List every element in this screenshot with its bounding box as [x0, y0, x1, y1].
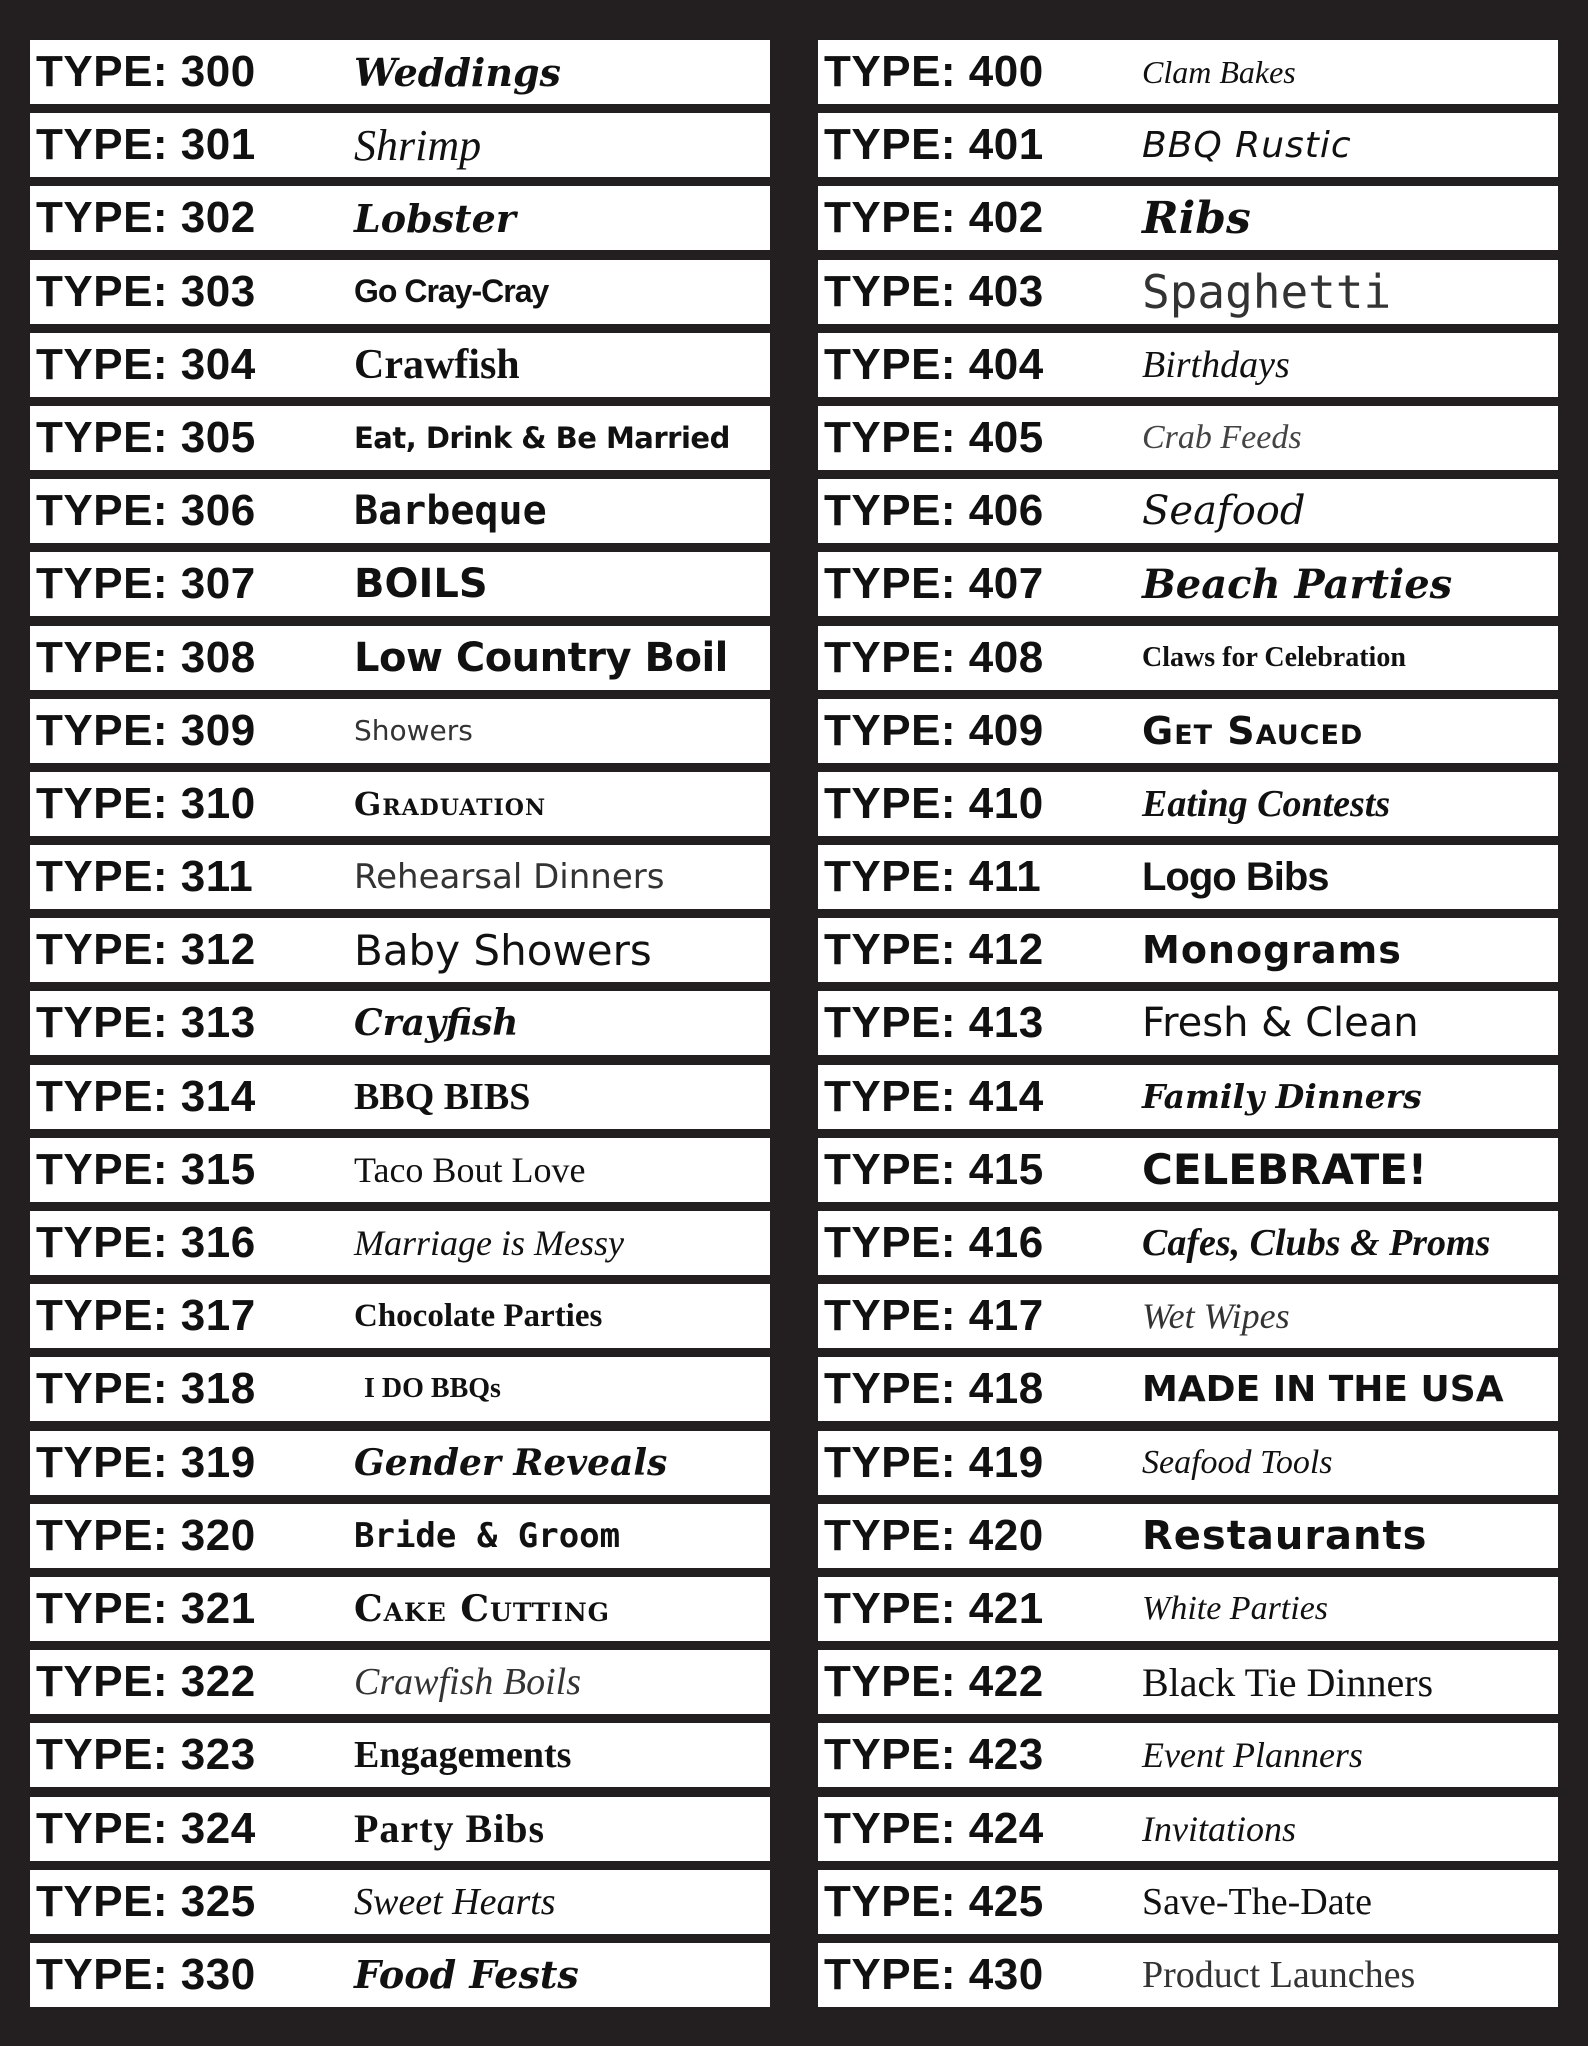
- type-number: TYPE: 420: [824, 1510, 1044, 1560]
- type-label: I DO BBQs: [364, 1373, 501, 1405]
- type-number: TYPE: 310: [36, 778, 256, 828]
- type-number: TYPE: 404: [824, 339, 1044, 389]
- type-row: [30, 1870, 770, 1934]
- type-label: Marriage is Messy: [354, 1223, 624, 1263]
- type-row: [30, 772, 770, 836]
- type-label: Weddings: [354, 49, 561, 95]
- type-row: [818, 991, 1558, 1055]
- type-row: [30, 406, 770, 470]
- type-label: Invitations: [1142, 1808, 1296, 1849]
- type-row: [30, 626, 770, 690]
- type-label: Restaurants: [1142, 1512, 1428, 1559]
- type-number: TYPE: 409: [824, 705, 1044, 755]
- type-row: [818, 333, 1558, 397]
- type-row: [30, 845, 770, 909]
- type-number: TYPE: 423: [824, 1730, 1044, 1780]
- type-label: MADE IN THE USA: [1142, 1368, 1504, 1410]
- type-number: TYPE: 415: [824, 1144, 1044, 1194]
- type-label: Spaghetti: [1142, 264, 1392, 319]
- type-number: TYPE: 419: [824, 1437, 1044, 1487]
- type-number: TYPE: 318: [36, 1364, 256, 1414]
- type-label: Showers: [354, 714, 473, 748]
- type-label: Gender Reveals: [354, 1441, 668, 1484]
- type-row: [30, 699, 770, 763]
- type-label: Birthdays: [1142, 343, 1290, 386]
- type-number: TYPE: 411: [824, 852, 1042, 902]
- type-number: TYPE: 424: [824, 1803, 1044, 1853]
- type-label: Eating Contests: [1142, 782, 1391, 825]
- type-number: TYPE: 312: [36, 925, 256, 975]
- left-column: [30, 40, 770, 2016]
- type-row: [30, 991, 770, 1055]
- type-label: Lobster: [354, 195, 516, 241]
- type-number: TYPE: 408: [824, 632, 1044, 682]
- type-label: Seafood: [1142, 488, 1306, 535]
- type-label: Bride & Groom: [354, 1515, 621, 1556]
- type-number: TYPE: 303: [36, 266, 256, 316]
- type-number: TYPE: 403: [824, 266, 1044, 316]
- type-row: [30, 1943, 770, 2007]
- type-label: Fresh & Clean: [1142, 1000, 1419, 1047]
- type-number: TYPE: 416: [824, 1218, 1044, 1267]
- type-number: TYPE: 405: [824, 412, 1044, 462]
- type-number: TYPE: 320: [36, 1510, 256, 1560]
- type-row: [30, 1357, 770, 1421]
- type-label: Food Fests: [354, 1952, 579, 1998]
- type-number: TYPE: 319: [36, 1437, 256, 1487]
- type-row: [30, 918, 770, 982]
- type-number: TYPE: 307: [36, 559, 256, 609]
- type-row: [30, 1723, 770, 1787]
- type-label: BOILS: [354, 561, 488, 608]
- type-row: [30, 1504, 770, 1568]
- type-row: [818, 406, 1558, 470]
- type-number: TYPE: 306: [36, 486, 256, 536]
- type-label: Event Planners: [1142, 1735, 1363, 1776]
- type-label: CELEBRATE!: [1142, 1145, 1428, 1195]
- type-number: TYPE: 417: [824, 1291, 1044, 1341]
- type-label: Clam Bakes: [1142, 53, 1296, 90]
- type-number: TYPE: 421: [824, 1583, 1044, 1633]
- type-label: Crawfish Boils: [354, 1661, 581, 1704]
- type-row: [818, 1138, 1558, 1202]
- type-row: [818, 40, 1558, 104]
- type-label: Logo Bibs: [1142, 854, 1329, 899]
- type-row: [30, 1650, 770, 1714]
- type-number: TYPE: 410: [824, 778, 1044, 828]
- type-row: [30, 1065, 770, 1129]
- type-label: Seafood Tools: [1142, 1443, 1333, 1481]
- type-number: TYPE: 316: [36, 1218, 256, 1267]
- type-label: Claws for Celebration: [1142, 641, 1406, 673]
- type-label: Save-The-Date: [1142, 1880, 1372, 1923]
- type-row: [30, 1211, 770, 1275]
- type-number: TYPE: 425: [824, 1876, 1044, 1926]
- type-number: TYPE: 308: [36, 632, 256, 682]
- type-number: TYPE: 406: [824, 486, 1044, 536]
- type-label: Barbeque: [354, 488, 547, 535]
- type-row: [30, 1138, 770, 1202]
- type-row: [30, 479, 770, 543]
- type-row: [30, 113, 770, 177]
- type-label: Cake Cutting: [354, 1587, 611, 1630]
- type-row: [818, 1431, 1558, 1495]
- type-row: [818, 1504, 1558, 1568]
- type-number: TYPE: 309: [36, 705, 256, 755]
- type-row: [30, 1577, 770, 1641]
- type-row: [818, 918, 1558, 982]
- type-label: Crab Feeds: [1142, 418, 1302, 456]
- type-number: TYPE: 413: [824, 998, 1044, 1048]
- type-number: TYPE: 430: [824, 1949, 1044, 1999]
- type-row: [818, 1650, 1558, 1714]
- type-label: Crawfish: [354, 341, 520, 388]
- type-label: Taco Bout Love: [354, 1149, 586, 1190]
- right-column: [818, 40, 1558, 2016]
- type-number: TYPE: 325: [36, 1876, 256, 1926]
- type-row: [30, 1284, 770, 1348]
- type-row: [818, 113, 1558, 177]
- type-row: [30, 333, 770, 397]
- type-number: TYPE: 414: [824, 1071, 1044, 1121]
- type-label: Shrimp: [354, 120, 482, 170]
- type-label: Product Launches: [1142, 1953, 1416, 1996]
- type-number: TYPE: 305: [36, 412, 256, 462]
- type-number: TYPE: 323: [36, 1730, 256, 1780]
- type-row: [30, 1431, 770, 1495]
- type-row: [818, 1284, 1558, 1348]
- type-row: [30, 40, 770, 104]
- type-row: [30, 552, 770, 616]
- type-label: Rehearsal Dinners: [354, 857, 665, 898]
- type-number: TYPE: 324: [36, 1803, 256, 1853]
- type-label: Ribs: [1142, 192, 1251, 244]
- type-label: Baby Showers: [354, 925, 652, 975]
- type-row: [818, 699, 1558, 763]
- type-number: TYPE: 401: [824, 120, 1044, 170]
- type-number: TYPE: 322: [36, 1657, 256, 1707]
- type-number: TYPE: 407: [824, 559, 1044, 609]
- type-row: [30, 186, 770, 250]
- type-label: Cafes, Clubs & Proms: [1142, 1222, 1491, 1264]
- type-number: TYPE: 330: [36, 1949, 256, 1999]
- type-label: BBQ Rustic: [1142, 124, 1352, 166]
- type-number: TYPE: 300: [36, 47, 256, 96]
- type-label: Chocolate Parties: [354, 1297, 603, 1334]
- type-row: [818, 479, 1558, 543]
- type-row: [818, 845, 1558, 909]
- type-number: TYPE: 321: [36, 1583, 256, 1633]
- type-number: TYPE: 402: [824, 193, 1044, 243]
- type-label: Family Dinners: [1142, 1077, 1422, 1117]
- type-number: TYPE: 302: [36, 193, 256, 243]
- type-label: Engagements: [354, 1734, 572, 1777]
- type-label: Eat, Drink & Be Married: [354, 420, 730, 455]
- type-row: [818, 1870, 1558, 1934]
- type-number: TYPE: 412: [824, 925, 1044, 975]
- type-row: [818, 1211, 1558, 1275]
- type-label: Sweet Hearts: [354, 1880, 556, 1923]
- type-label: Beach Parties: [1142, 560, 1453, 608]
- type-row: [30, 260, 770, 324]
- type-number: TYPE: 301: [36, 120, 256, 170]
- type-row: [818, 626, 1558, 690]
- type-row: [818, 186, 1558, 250]
- type-label: Party Bibs: [354, 1806, 546, 1851]
- type-number: TYPE: 311: [36, 852, 254, 902]
- type-label: Go Cray-Cray: [354, 273, 549, 310]
- type-row: [818, 772, 1558, 836]
- type-label: Monograms: [1142, 928, 1402, 973]
- type-number: TYPE: 304: [36, 339, 256, 389]
- type-number: TYPE: 315: [36, 1144, 256, 1194]
- type-row: [818, 1357, 1558, 1421]
- type-label: Wet Wipes: [1142, 1296, 1290, 1337]
- type-row: [818, 1723, 1558, 1787]
- type-label: Black Tie Dinners: [1142, 1659, 1434, 1705]
- type-row: [818, 552, 1558, 616]
- type-label: BBQ BIBS: [354, 1075, 531, 1118]
- type-number: TYPE: 314: [36, 1071, 256, 1121]
- type-label: White Parties: [1142, 1589, 1329, 1627]
- type-label: Crayfish: [354, 1002, 519, 1045]
- type-row: [818, 1943, 1558, 2007]
- type-row: [30, 1797, 770, 1861]
- type-number: TYPE: 422: [824, 1657, 1044, 1707]
- type-label: Get Sauced: [1142, 708, 1364, 753]
- type-number: TYPE: 313: [36, 998, 256, 1048]
- type-row: [818, 1797, 1558, 1861]
- type-label: Low Country Boil: [354, 634, 728, 681]
- type-row: [818, 1065, 1558, 1129]
- type-row: [818, 1577, 1558, 1641]
- type-number: TYPE: 418: [824, 1364, 1044, 1414]
- type-label: Graduation: [354, 784, 547, 823]
- type-number: TYPE: 317: [36, 1291, 256, 1341]
- type-number: TYPE: 400: [824, 47, 1044, 96]
- type-row: [818, 260, 1558, 324]
